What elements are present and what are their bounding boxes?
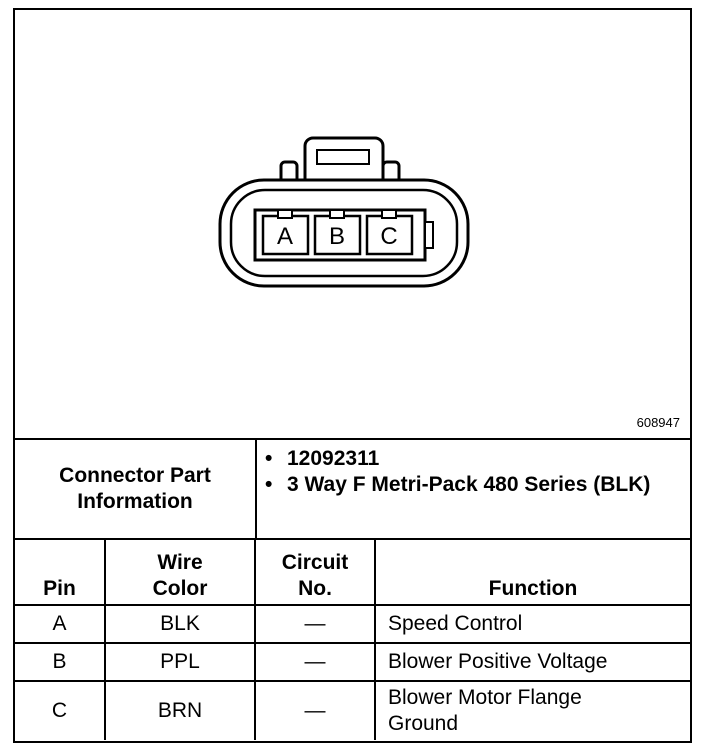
latch-slot	[317, 150, 369, 164]
part-info-label-line1: Connector Part	[59, 464, 211, 487]
cell-pin: A	[15, 605, 105, 643]
connector-type: 3 Way F Metri-Pack 480 Series (BLK)	[287, 473, 651, 496]
cell-circuit: —	[255, 681, 375, 740]
table-header-row	[15, 540, 690, 605]
pin-table	[15, 540, 690, 740]
header-circuit: Circuit No.	[255, 540, 375, 605]
cell-function: Blower Motor Flange Ground	[375, 681, 690, 740]
part-info-label-line2: Information	[77, 490, 193, 513]
bullet: •	[265, 447, 273, 470]
bullet: •	[265, 473, 273, 496]
cell-function: Speed Control	[375, 605, 690, 643]
part-info-label	[15, 440, 257, 538]
table-row	[15, 681, 690, 740]
cell-pin: B	[15, 643, 105, 681]
part-info-list	[265, 446, 685, 498]
part-info-row	[15, 440, 690, 540]
cell-wire: BLK	[105, 605, 255, 643]
cell-circuit: —	[255, 605, 375, 643]
part-number: 12092311	[287, 447, 380, 470]
pin-label-b: B	[328, 223, 346, 250]
table-row	[15, 605, 690, 643]
part-info-item	[265, 472, 685, 498]
header-wire-color: Wire Color	[105, 540, 255, 605]
connector-frame	[13, 8, 692, 743]
cell-circuit: —	[255, 643, 375, 681]
key-notch	[425, 222, 433, 248]
connector-diagram	[15, 10, 690, 440]
cell-pin: C	[15, 681, 105, 740]
cell-wire: PPL	[105, 643, 255, 681]
cell-wire: BRN	[105, 681, 255, 740]
pin-label-a: A	[276, 223, 294, 250]
connector-drawing	[15, 10, 690, 438]
pin-label-c: C	[380, 223, 398, 250]
figure-id: 608947	[636, 415, 680, 430]
header-function: Function	[375, 540, 690, 605]
part-info-item	[265, 446, 685, 472]
table-row	[15, 643, 690, 681]
header-pin: Pin	[15, 540, 105, 605]
cell-function: Blower Positive Voltage	[375, 643, 690, 681]
